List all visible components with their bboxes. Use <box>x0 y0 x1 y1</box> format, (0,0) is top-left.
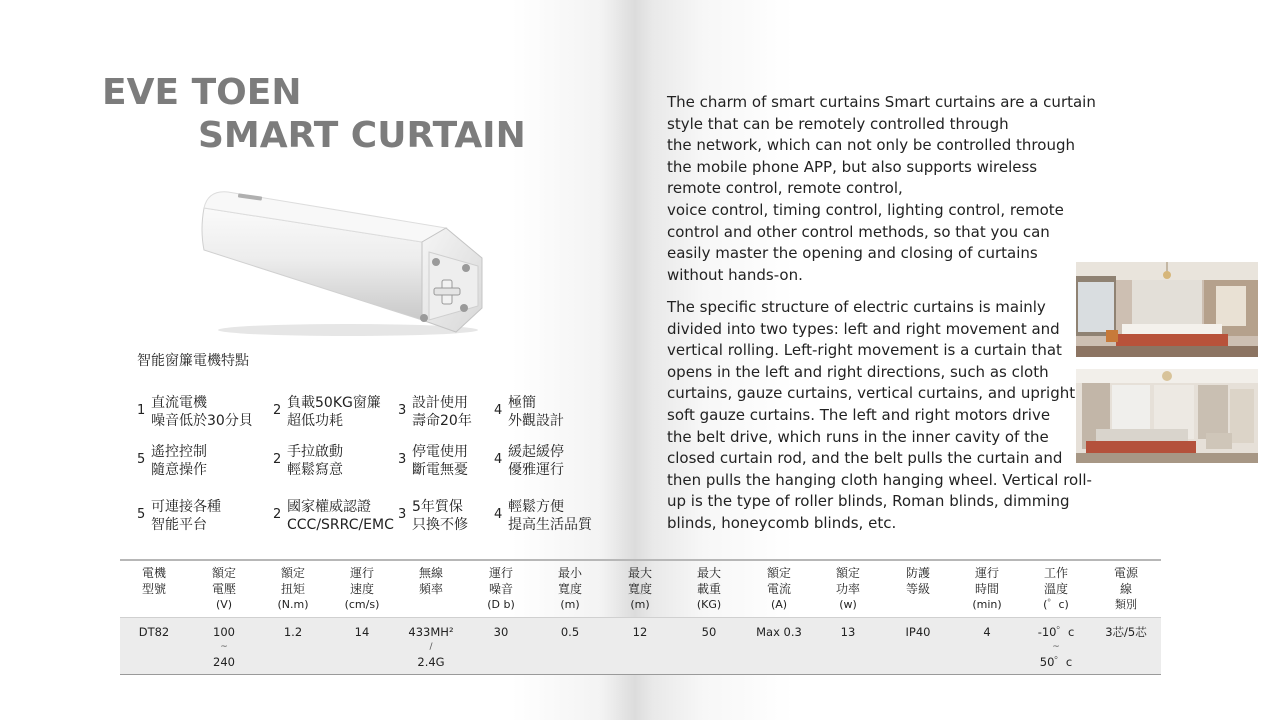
description-line: closed curtain rod, and the belt pulls the curtain and <box>667 449 1063 468</box>
description-line: the belt drive, which runs in the inner cavity of the <box>667 427 1049 446</box>
cell-range-separator: ~ <box>220 642 228 652</box>
table-cell <box>879 624 957 640</box>
description-line: remote control, remote control, <box>667 179 903 198</box>
feature-number: 1 <box>137 403 146 418</box>
table-top-rule <box>120 559 1161 561</box>
column-header-text: 額定 <box>835 566 860 580</box>
table-cell <box>115 624 193 640</box>
description-line: control and other control methods, so that you can <box>667 222 1050 241</box>
feature-text-line: 斷電無憂 <box>412 462 468 478</box>
column-header-text: 無線 <box>418 566 443 580</box>
feature-text-line: 優雅運行 <box>508 462 564 478</box>
description-line: style that can be remotely controlled through <box>667 114 1009 133</box>
feature-text-line: 輕鬆寫意 <box>287 462 343 478</box>
column-header <box>952 566 1022 613</box>
description-line: The specific structure of electric curtains is mainly <box>667 298 1046 316</box>
column-header-text: 載重 <box>696 581 721 596</box>
table-cell <box>392 624 470 670</box>
feature-number: 2 <box>273 507 282 522</box>
description-line: voice control, timing control, lighting control, remote <box>667 200 1064 219</box>
column-header <box>1021 566 1091 613</box>
description-line: The charm of smart curtains Smart curtains are a curtain <box>667 93 1096 111</box>
cell-range-separator: ~ <box>1052 642 1060 652</box>
cell-value: 14 <box>354 625 370 639</box>
column-header <box>396 566 466 597</box>
description-paragraph-2 <box>667 297 1092 535</box>
column-header-text: 最大 <box>696 566 721 580</box>
column-header <box>258 566 328 613</box>
description-line: up is the type of roller blinds, Roman blinds, dimming <box>667 492 1070 511</box>
cell-range-separator: / <box>429 642 433 652</box>
column-unit: (゜c) <box>1043 598 1069 611</box>
table-cell <box>1017 624 1095 670</box>
feature-number: 4 <box>494 452 503 467</box>
column-header-text: 功率 <box>835 581 860 596</box>
description-line: the network, which can not only be controlled through <box>667 136 1075 155</box>
cell-value: 30 <box>493 625 509 639</box>
table-cell <box>254 624 332 640</box>
brand-title-line1: EVE TOEN <box>102 72 302 113</box>
description-line: blinds, honeycomb blinds, etc. <box>667 513 897 532</box>
column-unit: (w) <box>839 598 857 611</box>
description-line: then pulls the hanging cloth hanging wheel. Vertical roll- <box>667 470 1092 489</box>
column-header <box>605 566 675 613</box>
column-header <box>1091 566 1161 613</box>
feature-text-line: 超低功耗 <box>287 413 343 429</box>
column-header-text: 寬度 <box>557 581 582 596</box>
cell-value: DT82 <box>138 625 170 639</box>
feature-text-line: 國家權威認證 <box>287 499 371 515</box>
column-header-text: 等級 <box>905 581 930 596</box>
column-header-text: 最小 <box>557 566 582 580</box>
cell-value: -10゜c <box>1037 625 1075 639</box>
table-cell <box>323 624 401 640</box>
feature-text-line: 只換不修 <box>412 517 468 533</box>
feature-text-line: 壽命20年 <box>412 413 472 429</box>
feature-text-line: 直流電機 <box>151 395 207 411</box>
feature-text-line: 噪音低於30分貝 <box>151 413 253 429</box>
table-bottom-rule <box>120 674 1161 675</box>
bedroom-photo-1 <box>1076 262 1258 357</box>
column-header-text: 溫度 <box>1043 581 1068 596</box>
description-line: vertical rolling. Left-right movement is a curtain that <box>667 341 1062 360</box>
cell-value-upper: 240 <box>213 655 235 669</box>
description-line: opens in the left and right directions, such as cloth <box>667 362 1049 381</box>
feature-number: 5 <box>137 452 146 467</box>
column-header-text: 線 <box>1119 581 1132 596</box>
column-header <box>883 566 953 597</box>
feature-number: 2 <box>273 403 282 418</box>
column-header-text: 最大 <box>627 566 652 580</box>
features-heading: 智能窗簾電機特點 <box>137 353 249 369</box>
column-unit: (m) <box>630 598 650 611</box>
table-cell <box>1087 624 1165 640</box>
table-cell <box>601 624 679 640</box>
feature-text-line: 提高生活品質 <box>508 517 592 533</box>
cell-value: 12 <box>632 625 648 639</box>
table-mid-rule <box>120 617 1161 618</box>
feature-number: 5 <box>137 507 146 522</box>
column-header-text: 額定 <box>211 566 236 580</box>
bedroom-photo-2 <box>1076 369 1258 463</box>
description-line: divided into two types: left and right movement and <box>667 319 1060 338</box>
table-cell <box>531 624 609 640</box>
column-header-text: 運行 <box>974 566 999 580</box>
column-header-text: 時間 <box>974 581 999 596</box>
cell-value: 4 <box>983 625 991 639</box>
cell-value: 3芯/5芯 <box>1105 625 1147 639</box>
column-header-text: 扭矩 <box>280 581 305 596</box>
column-header-text: 額定 <box>766 566 791 580</box>
feature-text-line: 負載50KG窗簾 <box>287 395 381 411</box>
table-cell <box>185 624 263 670</box>
feature-text-line: 輕鬆方便 <box>508 499 564 515</box>
cell-value-upper: 2.4G <box>417 655 445 669</box>
feature-number: 4 <box>494 507 503 522</box>
column-unit: (V) <box>215 598 233 611</box>
table-cell <box>670 624 748 640</box>
cell-value: 50 <box>701 625 717 639</box>
brand-title-line2: SMART CURTAIN <box>198 115 526 156</box>
table-cell <box>809 624 887 640</box>
cell-value-upper: 50゜c <box>1039 655 1073 669</box>
feature-text-line: 極簡 <box>508 395 536 411</box>
column-unit: (min) <box>972 598 1002 611</box>
column-unit: (m) <box>560 598 580 611</box>
feature-text-line: 可連接各種 <box>151 499 221 515</box>
feature-text-line: 緩起緩停 <box>508 444 564 460</box>
column-header-text: 電流 <box>766 581 791 596</box>
feature-number: 2 <box>273 452 282 467</box>
column-header-text: 噪音 <box>488 581 513 596</box>
column-header-text: 電源 <box>1113 566 1138 580</box>
cell-value: 1.2 <box>283 625 303 639</box>
column-unit: (KG) <box>696 598 722 611</box>
column-header <box>189 566 259 613</box>
column-header <box>466 566 536 613</box>
column-header-text: 運行 <box>488 566 513 580</box>
table-cell <box>740 624 818 640</box>
feature-text-line: 隨意操作 <box>151 462 207 478</box>
curtain-motor-image <box>198 180 488 340</box>
table-cell <box>462 624 540 640</box>
description-line: without hands-on. <box>667 265 803 284</box>
cell-value: IP40 <box>905 625 931 639</box>
column-header-text: 運行 <box>349 566 374 580</box>
feature-text-line: 停電使用 <box>412 444 468 460</box>
feature-text-line: CCC/SRRC/EMC <box>287 517 394 533</box>
table-cell <box>948 624 1026 640</box>
column-header-text: 速度 <box>349 581 374 596</box>
column-header <box>744 566 814 613</box>
cell-value: 100 <box>213 625 235 639</box>
column-unit: 類別 <box>1115 598 1137 611</box>
column-header-text: 防護 <box>905 566 930 580</box>
feature-text-line: 外觀設計 <box>508 413 564 429</box>
column-header <box>674 566 744 613</box>
column-header-text: 頻率 <box>418 581 443 596</box>
feature-number: 4 <box>494 403 503 418</box>
cell-value: 433MH² <box>408 625 454 639</box>
column-header <box>327 566 397 613</box>
column-header-text: 電機 <box>141 566 166 580</box>
column-unit: (cm/s) <box>344 598 380 611</box>
feature-text-line: 手拉啟動 <box>287 444 343 460</box>
cell-value: 13 <box>840 625 856 639</box>
column-unit: (A) <box>770 598 788 611</box>
column-header-text: 額定 <box>280 566 305 580</box>
column-header <box>813 566 883 613</box>
feature-number: 3 <box>398 403 407 418</box>
column-unit: (N.m) <box>277 598 309 611</box>
description-line: easily master the opening and closing of curtains <box>667 244 1038 263</box>
description-line: curtains, gauze curtains, vertical curtains, and upright <box>667 384 1076 403</box>
description-line: the mobile phone APP, but also supports wireless <box>667 157 1038 176</box>
column-header-text: 型號 <box>141 581 166 596</box>
cell-value: Max 0.3 <box>756 625 802 639</box>
column-header-text: 工作 <box>1043 566 1068 580</box>
column-header-text: 電壓 <box>211 581 236 596</box>
column-header <box>119 566 189 597</box>
feature-text-line: 設計使用 <box>412 395 468 411</box>
column-unit: (D b) <box>487 598 515 611</box>
column-header-text: 寬度 <box>627 581 652 596</box>
feature-text-line: 遙控控制 <box>151 444 207 460</box>
column-header <box>535 566 605 613</box>
feature-text-line: 5年質保 <box>412 499 463 515</box>
feature-number: 3 <box>398 452 407 467</box>
description-line: soft gauze curtains. The left and right motors drive <box>667 405 1051 424</box>
cell-value: 0.5 <box>560 625 580 639</box>
description-paragraph-1 <box>667 92 1096 286</box>
feature-number: 3 <box>398 507 407 522</box>
feature-text-line: 智能平台 <box>151 517 207 533</box>
